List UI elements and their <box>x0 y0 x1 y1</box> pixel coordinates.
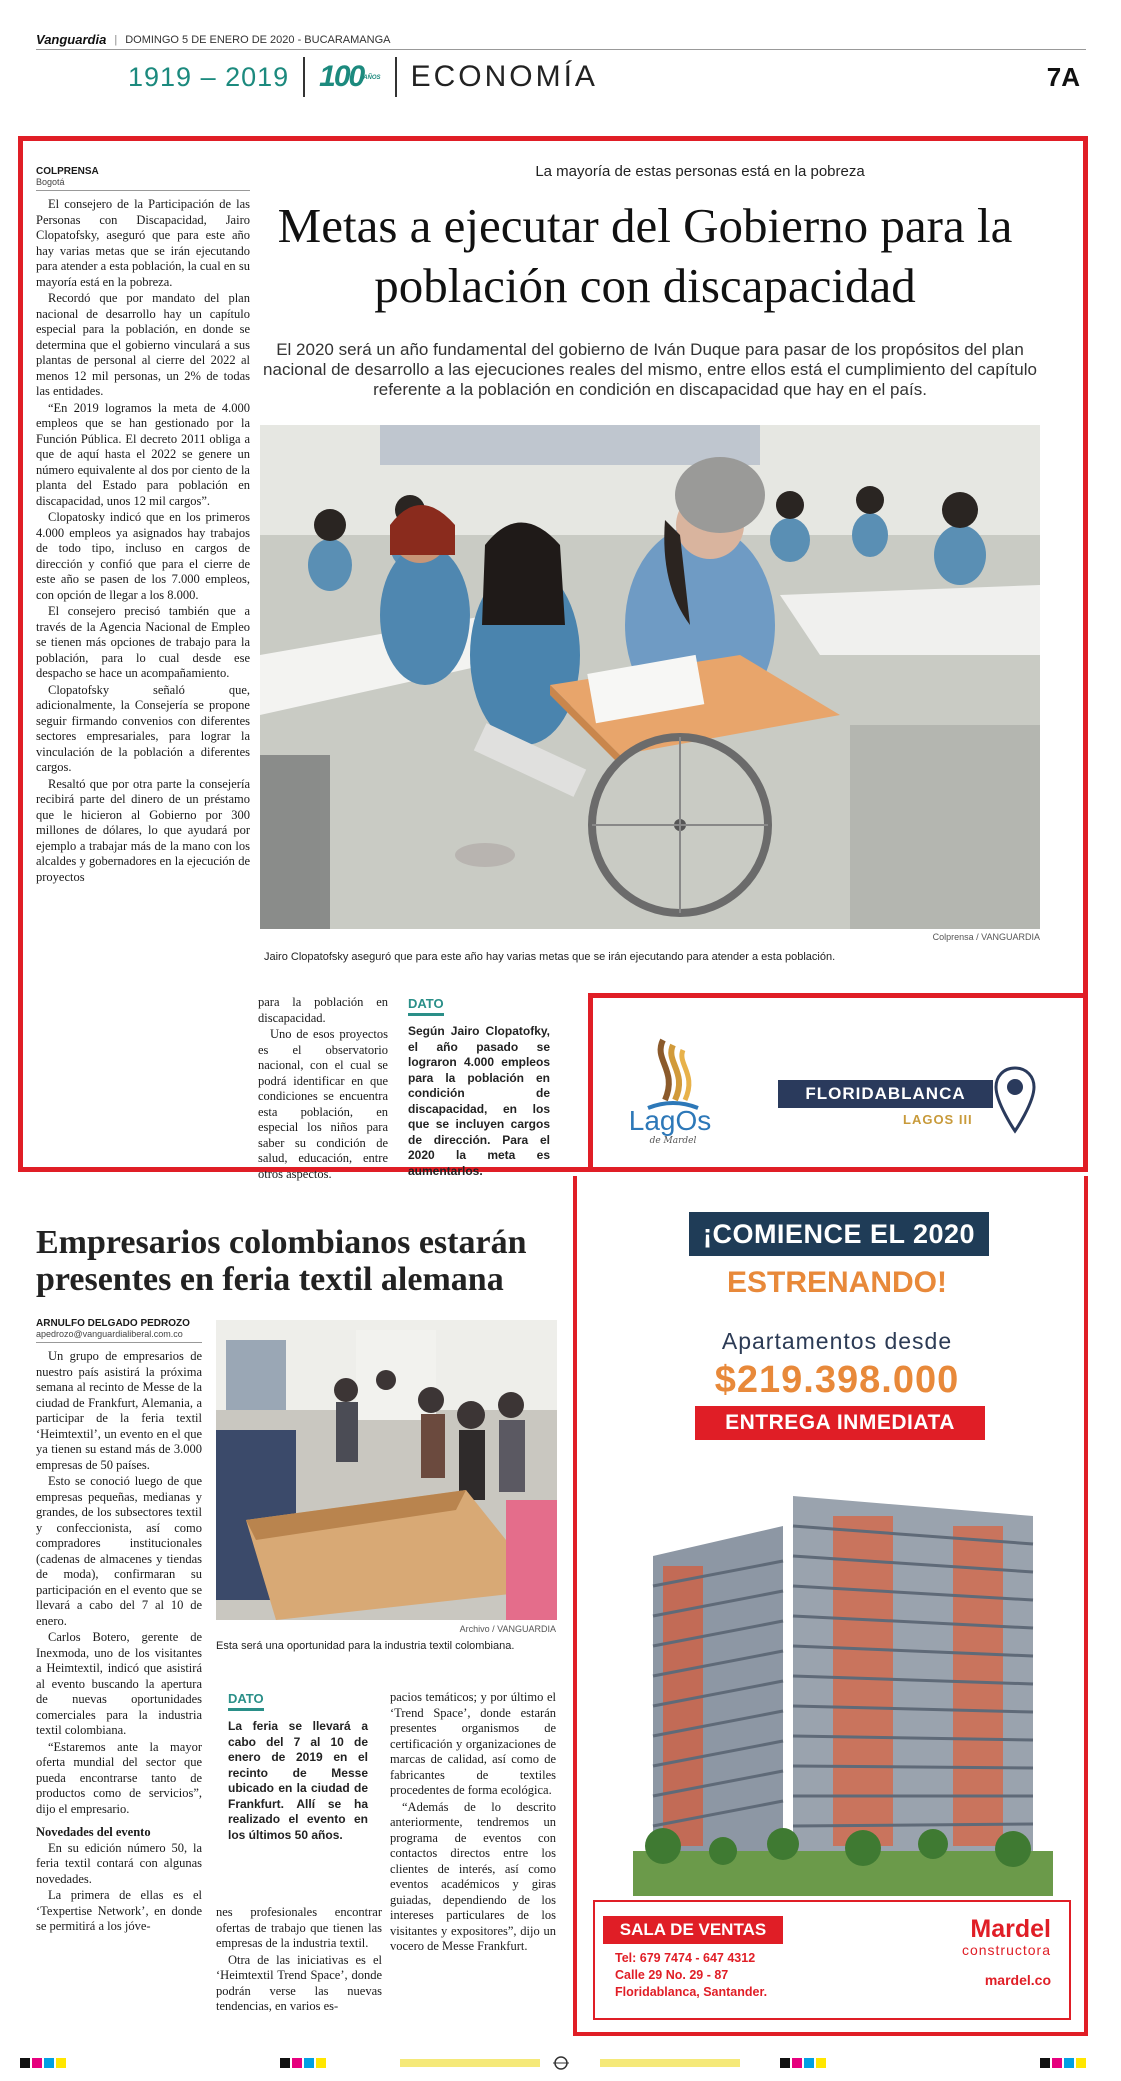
paragraph: “Además de lo descrito anteriormente, tendremos un programa de eventos con contactos directos entre los clientes de interés, así como eventos académicos y giras guiadas, dependiendo de los intereses particulares de los visitantes y expositores”, dijo un vocero de Messe Frankfurt. <box>390 1799 556 1953</box>
paragraph: para la población en discapacidad. <box>258 995 388 1025</box>
section-title: ECONOMÍA <box>410 60 598 93</box>
article1-column-2 <box>258 995 388 1181</box>
location-pin-icon <box>993 1065 1037 1135</box>
mardel-brand-sub: constructora <box>961 1942 1051 1958</box>
lagos-ad <box>593 1010 1063 1160</box>
paragraph: “Estaremos ante la mayor oferta mundial del sector que pueda encontrarse tanto de productos como de servicios”, dijo el empresario. <box>36 1739 202 1816</box>
paragraph: pacios temáticos; y por último el ‘Trend Space’, donde estarán presentes organismos de certificación y organizaciones de marcas de calidad, así como de fabricantes de textiles procedentes de forma ecológica. <box>390 1690 556 1797</box>
mardel-web: mardel.co <box>984 1972 1051 1988</box>
classroom-photo <box>260 425 1040 929</box>
byline-place: Bogotá <box>36 177 250 191</box>
print-registration-marks <box>0 2056 1121 2070</box>
article2-column-2 <box>216 1905 382 2035</box>
mardel-brand: Mardel <box>970 1915 1051 1943</box>
paragraph: El consejero precisó también que a través de la Agencia Nacional de Empleo se tienen más opciones de trabajo para la población, para lo cual desde ese despacho se hace un acompañamiento. <box>36 604 250 680</box>
anniversary-number: 100 <box>319 60 364 93</box>
date-place: DOMINGO 5 DE ENERO DE 2020 - BUCARAMANGA <box>125 33 391 46</box>
sales-contact <box>615 1950 767 2001</box>
byline: COLPRENSA <box>36 166 99 177</box>
sales-phone: Tel: 679 7474 - 647 4312 <box>615 1951 756 1965</box>
ad-delivery: ENTREGA INMEDIATA <box>695 1406 985 1440</box>
dato-text: La feria se llevará a cabo del 7 al 10 de enero de 2019 en el recinto de Messe ubicado en la ciudad de Frankfurt. Allí se ha realizado el evento en los últimos 50 años. <box>228 1719 368 1842</box>
article1-column-1 <box>36 166 250 1166</box>
sales-address: Calle 29 No. 29 - 87 <box>615 1968 729 1982</box>
paragraph: Uno de esos proyectos es el observatorio nacional, con el cual se podrá identificar en que condiciones se encuentra esta población, en especial los niños para saber su condición de salud, educación, entre otros aspectos. <box>258 1027 388 1181</box>
project-label: LAGOS III <box>903 1112 973 1127</box>
brand-name: Vanguardia <box>36 32 107 47</box>
lead-paragraph: El 2020 será un año fundamental del gobierno de Iván Duque para pasar de los propósitos del plan nacional de desarrollo a las ejecuciones reales del mismo, entre ellos está el cumplimiento del capítulo referente a la población en condición en discapacidad que hay en el país. <box>263 340 1037 399</box>
textile-fair-photo <box>216 1320 557 1620</box>
paragraph: “En 2019 logramos la meta de 4.000 empleos que se han gestionado por la Función Pública. El decreto 2011 obliga a que de aquí hasta el 2022 se genere un número equivalente al dos por ciento de la planta del Estado para población en discapacidad, unos 12 mil cargos”. <box>36 400 250 508</box>
separator: | <box>114 33 118 46</box>
byline: ARNULFO DELGADO PEDROZO <box>36 1318 190 1329</box>
paragraph: nes profesionales encontrar ofertas de trabajo que tienen las empresas de la industria textil. <box>216 1905 382 1950</box>
lagos-logo-sub: de Mardel <box>649 1136 697 1146</box>
paragraph: Clopatosky indicó que en los primeros 4.000 empleos ya asignados hay trabajos de todo tipo, incluso en cargos de dirección y confió que para el cierre de este año se pasen de los 7.000 empleos, con opción de llegar a los 8.000. <box>36 510 250 602</box>
photo-credit: Archivo / VANGUARDIA <box>459 1624 556 1634</box>
paragraph: El consejero de la Participación de las Personas con Discapacidad, Jairo Clopatofsky, aseguró que para este año hay varias metas que se irán ejecutando para atender a esta población, la cual en su mayoría está en la pobreza. <box>36 197 250 289</box>
masthead <box>36 52 1086 102</box>
paragraph: Carlos Botero, gerente de Inexmoda, uno de los visitantes a Heimtextil, indicó que asistirá al evento buscando la apertura de nuevas oportunidades comerciales para la industria textil colombiana. <box>36 1630 202 1737</box>
paragraph: La primera de ellas es el ‘Texpertise Network’, en donde se permitirá a los jóve- <box>36 1888 202 1933</box>
page-number: 7A <box>1046 61 1080 92</box>
place-label: FLORIDABLANCA <box>778 1080 993 1108</box>
anniversary-sub: AÑOS <box>363 75 381 82</box>
divider <box>303 57 305 97</box>
article2-column-3 <box>390 1690 556 2035</box>
dato-box <box>228 1690 368 1843</box>
mardel-ad <box>573 1176 1088 2036</box>
sales-footer <box>593 1900 1071 2020</box>
building-illustration <box>633 1466 1053 1896</box>
lagos-logo-text: LagOs <box>628 1105 712 1136</box>
frame-divider <box>588 993 1088 998</box>
ad-headline: ¡COMIENCE EL 2020 <box>689 1212 989 1256</box>
photo-caption: Esta será una oportunidad para la industria textil colombiana. <box>216 1640 515 1652</box>
paragraph: Esto se conoció luego de que empresas pequeñas, medianas y grandes, de los subsectores textil y confeccionista, así como compradores institucionales (cadenas de almacenes y tiendas de moda), confirmaran su participación en el evento que se llevará a cabo del 7 al 10 de enero. <box>36 1474 202 1628</box>
paragraph: Resaltó que por otra parte la consejería recibirá parte del dinero de un préstamo que le hicieron al Gobierno por 300 millones de dólares, lo que ayudará por ejemplo a trabajar más de la mano con los alcaldes y gobernadores en la ejecución de proyectos <box>36 776 250 884</box>
mardel-logo <box>962 1916 1051 1988</box>
dato-label: DATO <box>228 1691 264 1711</box>
dato-text: Según Jairo Clopatofky, el año pasado se lograron 4.000 empleos para la población en condición de discapacidad, en los que se incluyen cargos de dirección. Para el 2020 la meta es aumentarlos. <box>408 1024 550 1178</box>
photo-caption: Jairo Clopatofsky aseguró que para este año hay varias metas que se irán ejecutando para atender a esta población. <box>264 951 836 963</box>
paragraph: Otra de las iniciativas es el ‘Heimtextil Trend Space’, donde podrán verse las nuevas tendencias, en varios es- <box>216 1952 382 2013</box>
paragraph: Un grupo de empresarios de nuestro país asistirá la próxima semana al recinto de Messe de la ciudad de Frankfurt, Alemania, a participar de la feria textil ‘Heimtextil’, un evento en el que ya tienen su estand más de 3.000 empresas de 50 países. <box>36 1349 202 1472</box>
ad-from-label: Apartamentos desde <box>721 1328 953 1354</box>
masthead-top-bar <box>36 30 1086 50</box>
ad-headline-2: ESTRENANDO! <box>726 1266 947 1299</box>
byline-email: apedrozo@vanguardialiberal.com.co <box>36 1329 202 1343</box>
dato-label: DATO <box>408 996 444 1016</box>
divider <box>395 57 397 97</box>
anniversary-years: 1919 – 2019 <box>128 61 290 92</box>
paragraph: En su edición número 50, la feria textil contará con algunas novedades. <box>36 1840 202 1886</box>
paragraph: Recordó que por mandato del plan nacional de desarrollo hay un capítulo especial para la población, en donde se determina que el gobierno vinculará a sus plantas de personal al cierre del 2022 al menos 12 mil personas, un 2% de todas las entidades. <box>36 291 250 398</box>
classroom-illustration <box>260 425 1040 929</box>
headline: Empresarios colombianos estarán presentes en feria textil alemana <box>36 1224 527 1298</box>
sales-label: SALA DE VENTAS <box>603 1916 783 1944</box>
sales-city: Floridablanca, Santander. <box>615 1985 768 1999</box>
kicker: La mayoría de estas personas está en la pobreza <box>535 163 865 180</box>
textile-fair-illustration <box>216 1320 557 1620</box>
article2-column-1 <box>36 1318 202 2038</box>
subhead: Novedades del evento <box>36 1825 151 1839</box>
anniversary-logo <box>319 60 380 94</box>
photo-credit: Colprensa / VANGUARDIA <box>932 932 1040 942</box>
paragraph: Clopatofsky señaló que, adicionalmente, la Consejería se propone seguir firmando convenios con diferentes sectores empresariales, para lograr la vinculación de la población a diferentes cargos. <box>36 682 250 774</box>
ad-price: $219.398.000 <box>714 1359 960 1401</box>
headline: Metas a ejecutar del Gobierno para la población con discapacidad <box>277 198 1013 313</box>
dato-box <box>408 995 550 1179</box>
